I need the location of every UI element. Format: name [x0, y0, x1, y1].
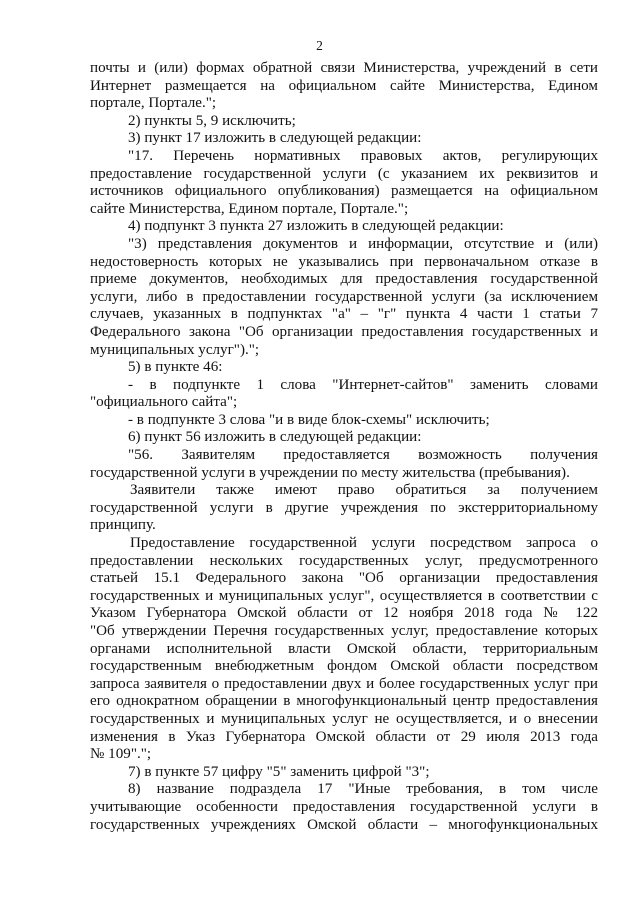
text-line: - в подпункте 3 слова "и в виде блок-схемы" исключить;	[128, 411, 490, 428]
text-line: 6) пункт 56 изложить в следующей редакции:	[128, 429, 422, 446]
text-line: Федерального закона "Об организации предоставления государственных и	[90, 323, 598, 340]
text-line: "Об утверждении Перечня государственных услуг, предоставление которых	[90, 623, 598, 639]
text-line: статьей 15.1 Федерального закона "Об организации предоставления	[90, 570, 598, 587]
page-number: 2	[316, 38, 323, 53]
text-line: государственным внебюджетным фондом Омской области посредством	[90, 658, 598, 675]
text-line: Заявители также имеют право обратиться за получением	[130, 482, 598, 499]
text-line: его однократном обращении в многофункциональный центр предоставления	[90, 693, 598, 710]
text-line: недостоверность которых не указывались при первоначальном отказе в	[90, 253, 598, 270]
text-line: портале, Портале.";	[90, 95, 217, 112]
text-line: 8) название подраздела 17 "Иные требования, в том числе	[128, 781, 598, 798]
text-line: "56. Заявителям предоставляется возможность получения	[128, 447, 598, 464]
text-line: 2) пункты 5, 9 исключить;	[128, 112, 296, 129]
text-line: учитывающие особенности предоставления государственной услуги в	[90, 798, 598, 815]
text-line: № 109".";	[90, 746, 152, 763]
text-line: государственных учреждениях Омской области – многофункциональных	[90, 816, 598, 833]
text-line: 5) в пункте 46:	[128, 359, 223, 376]
text-line: государственных и муниципальных услуг не осуществляется, и о внесении	[90, 710, 598, 727]
document-body	[90, 60, 598, 834]
text-line: 4) подпункт 3 пункта 27 изложить в следующей редакции:	[128, 218, 504, 235]
text-line: органами исполнительной власти Омской области, территориальным	[90, 640, 598, 657]
text-line: предоставлении нескольких государственных услуг, предусмотренного	[90, 552, 598, 569]
text-line: "3) представления документов и информации, отсутствие и (или)	[128, 235, 598, 252]
text-line: приеме документов, необходимых для предоставления государственной	[90, 271, 598, 288]
text-line: 3) пункт 17 изложить в следующей редакции:	[128, 130, 422, 147]
text-line: принципу.	[90, 517, 156, 534]
text-line: государственных и муниципальных услуг", осуществляется в соответствии с	[90, 587, 598, 604]
text-line: "официального сайта";	[90, 394, 238, 411]
text-line: - в подпункте 1 слова "Интернет-сайтов" заменить словами	[128, 376, 598, 393]
text-line: услуги, либо в предоставлении государственной услуги (за исключением	[90, 288, 598, 305]
text-line: Предоставление государственной услуги посредством запроса о	[130, 535, 598, 552]
text-line: предоставление государственной услуги (с указанием их реквизитов и	[90, 165, 598, 182]
text-line: Указом Губернатора Омской области от 12 ноября 2018 года № 122	[90, 605, 598, 622]
text-line: источников официального опубликования) размещается на официальном	[90, 183, 598, 200]
text-line: запроса заявителя о предоставлении двух и более государственных услуг при	[90, 675, 598, 692]
text-line: почты и (или) формах обратной связи Министерства, учреждений в сети	[90, 60, 598, 76]
text-line: случаев, указанных в подпунктах "а" – "г" пункта 4 части 1 статьи 7	[90, 306, 598, 323]
text-line: 7) в пункте 57 цифру "5" заменить цифрой "3";	[128, 763, 430, 780]
text-line: изменения в Указ Губернатора Омской области от 29 июля 2013 года	[90, 728, 598, 745]
text-line: Интернет размещается на официальном сайте Министерства, Едином	[90, 77, 598, 94]
text-line: "17. Перечень нормативных правовых актов, регулирующих	[128, 147, 598, 164]
text-line: государственной услуги в другие учреждения по экстерриториальному	[90, 499, 598, 516]
text-line: муниципальных услуг").";	[90, 341, 260, 358]
text-line: сайте Министерства, Едином портале, Портале.";	[90, 200, 409, 217]
text-line: государственной услуги в учреждении по месту жительства (пребывания).	[90, 464, 570, 481]
